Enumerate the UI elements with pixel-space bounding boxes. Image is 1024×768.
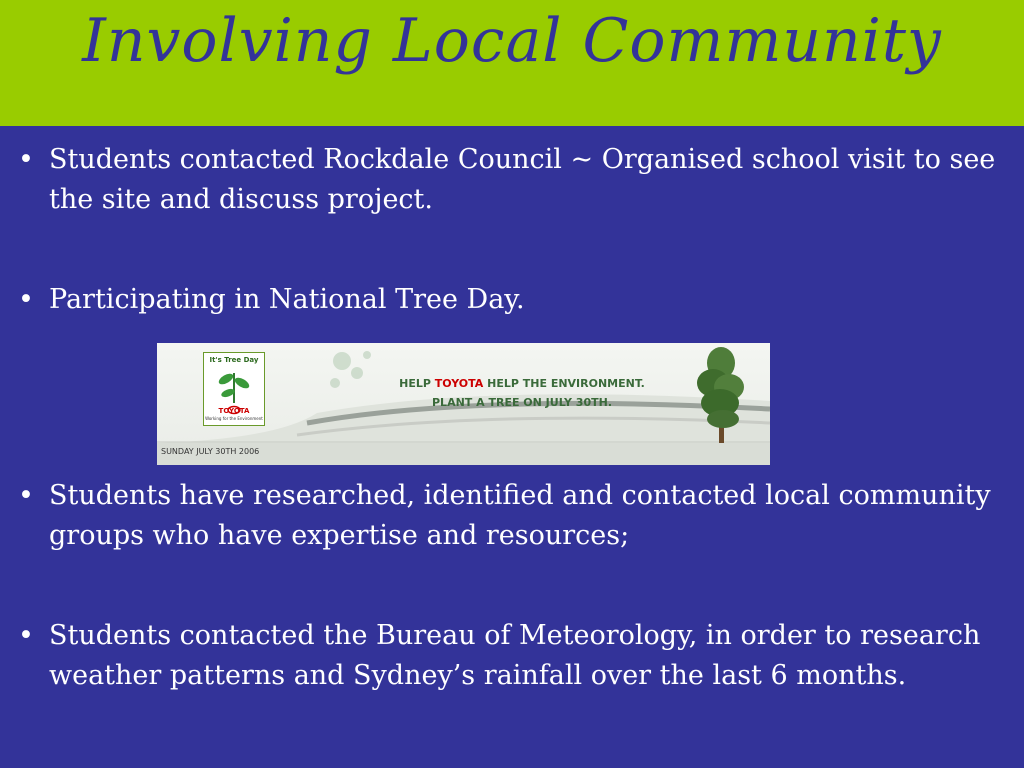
headline-post: HELP THE ENVIRONMENT. xyxy=(483,377,645,390)
bullet-text: Students contacted the Bureau of Meteorology, in order to research weather patterns and Sydney’s rainfall over the last 6 months. xyxy=(49,620,981,691)
slide-title: Involving Local Community xyxy=(82,6,942,76)
bullet-text: Students contacted Rockdale Council ~ Organised school visit to see the site and discuss project. xyxy=(49,144,996,215)
bullet-text: Participating in National Tree Day. xyxy=(49,284,525,315)
bullet-item xyxy=(18,476,998,556)
logo-brand: TOYOTA xyxy=(218,407,250,415)
headline-line-1 xyxy=(357,374,687,393)
headline-brand: TOYOTA xyxy=(434,377,484,390)
bullet-text: Students have researched, identified and contacted local community groups who have expertise and resources; xyxy=(49,480,991,551)
bullet-marker: • xyxy=(18,620,34,651)
headline-line-2: PLANT A TREE ON JULY 30TH. xyxy=(432,396,612,409)
bullet-marker: • xyxy=(18,144,34,175)
headline-pre: HELP xyxy=(399,377,435,390)
bullet-item xyxy=(18,140,998,220)
bullet-marker: • xyxy=(18,284,34,315)
tree-day-logo xyxy=(203,352,265,426)
logo-subtitle: Working for the Environment xyxy=(205,416,263,421)
banner-headline xyxy=(357,374,687,412)
logo-title: It's Tree Day xyxy=(209,356,259,364)
bullet-item xyxy=(18,280,998,320)
banner-date: SUNDAY JULY 30TH 2006 xyxy=(161,447,260,456)
bullet-item xyxy=(18,616,998,696)
tree-day-banner xyxy=(157,343,770,465)
bullet-marker: • xyxy=(18,480,34,511)
